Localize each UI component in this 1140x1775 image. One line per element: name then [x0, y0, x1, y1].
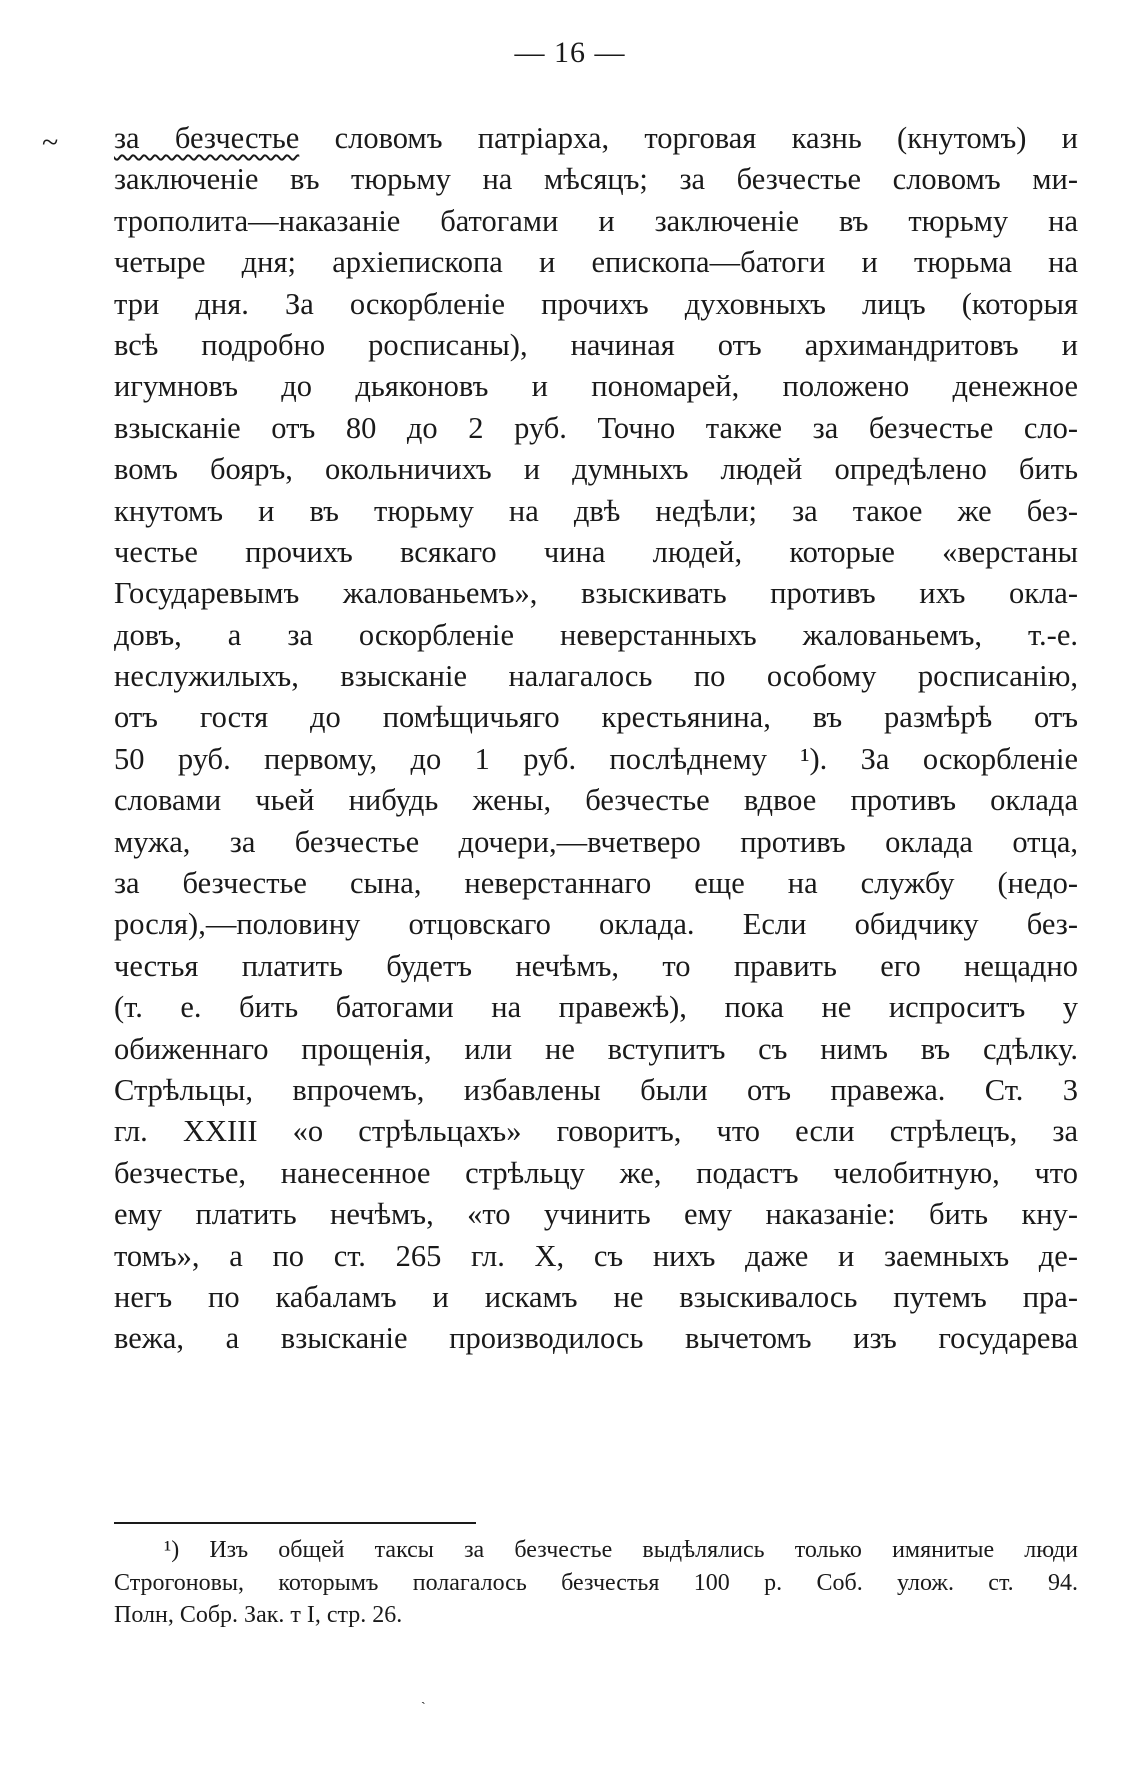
text-line: за безчестье сына, неверстаннаго еще на службу (недо- [114, 866, 1078, 901]
text-line: росля),—половину отцовскаго оклада. Если обидчику без- [114, 907, 1078, 942]
underlined-phrase: за безчестье [114, 121, 300, 155]
text-line: томъ», а по ст. 265 гл. X, съ нихъ даже и заемныхъ де- [114, 1238, 1078, 1273]
text-line: честье прочихъ всякаго чина людей, которые «верстаны [114, 534, 1078, 569]
text-line: безчестье, нанесенное стрѣльцу же, подастъ челобитную, что [114, 1155, 1078, 1190]
footnote-line: ¹) Изъ общей таксы за безчестье выдѣлялись только имянитые люди [164, 1537, 1078, 1563]
text-line: заключенiе въ тюрьму на мѣсяцъ; за безчестье словомъ ми- [114, 162, 1078, 197]
footnote-line: Строгоновы, которымъ полагалось безчестья 100 р. Соб. улож. ст. 94. [114, 1569, 1078, 1596]
text-line: четыре дня; архiепископа и епископа—батоги и тюрьма на [114, 245, 1078, 280]
text-line: Государевымъ жалованьемъ», взыскивать противъ ихъ окла- [114, 576, 1078, 611]
text-line: всѣ подробно росписаны), начиная отъ архимандритовъ и [114, 327, 1078, 362]
text-line: словами чьей нибудь жены, безчестье вдвое противъ оклада [114, 783, 1078, 818]
text-line: взысканiе отъ 80 до 2 руб. Точно также за безчестье сло- [114, 410, 1078, 445]
footnote-divider [114, 1522, 476, 1524]
page-number: — 16 — [514, 36, 626, 69]
text-line: трополита—наказанiе батогами и заключенiе въ тюрьму на [114, 203, 1078, 238]
text-line-rest: словомъ патрiарха, торговая казнь (кнутомъ) и [334, 121, 1079, 155]
stray-mark: ˎ [421, 1690, 426, 1705]
text-line: отъ гостя до помѣщичьяго крестьянина, въ размѣрѣ отъ [114, 700, 1078, 735]
text-line: ему платить нечѣмъ, «то учинить ему наказанiе: бить кну- [114, 1197, 1078, 1232]
text-line: (т. е. бить батогами на правежѣ), пока не испроситъ у [114, 990, 1078, 1025]
text-line: вежа, а взысканiе производилось вычетомъ изъ государева [114, 1321, 1078, 1356]
footnotes [114, 1534, 1078, 1632]
text-line: вомъ бояръ, окольничихъ и думныхъ людей опредѣлено бить [114, 452, 1078, 487]
text-line: гл. XXIII «о стрѣльцахъ» говоритъ, что если стрѣлецъ, за [114, 1114, 1078, 1149]
text-line: довъ, а за оскорбленiе неверстанныхъ жалованьемъ, т.-е. [114, 617, 1078, 652]
footnote-line: Полн, Собр. Зак. т I, стр. 26. [114, 1602, 403, 1628]
text-line: мужа, за безчестье дочери,—вчетверо противъ оклада отца, [114, 824, 1078, 859]
text-line: кнутомъ и въ тюрьму на двѣ недѣли; за такое же без- [114, 493, 1078, 528]
text-line: честья платить будетъ нечѣмъ, то править его нещадно [114, 948, 1078, 983]
text-line [114, 118, 1078, 159]
text-line: 50 руб. первому, до 1 руб. послѣднему ¹). За оскорбленiе [114, 741, 1078, 776]
text-line: Стрѣльцы, впрочемъ, избавлены были отъ правежа. Ст. 3 [114, 1072, 1078, 1107]
text-line: негъ по кабаламъ и искамъ не взыскивалось путемъ пра- [114, 1279, 1078, 1314]
body-text [114, 118, 1078, 1360]
text-line: три дня. За оскорбленiе прочихъ духовныхъ лицъ (которыя [114, 286, 1078, 321]
margin-mark: ~ [42, 126, 59, 159]
text-line: неслужилыхъ, взысканiе налагалось по особому росписанiю, [114, 659, 1078, 694]
text-line: обиженнаго прощенiя, или не вступитъ съ нимъ въ сдѣлку. [114, 1031, 1078, 1066]
text-line: игумновъ до дьяконовъ и пономарей, положено денежное [114, 369, 1078, 404]
